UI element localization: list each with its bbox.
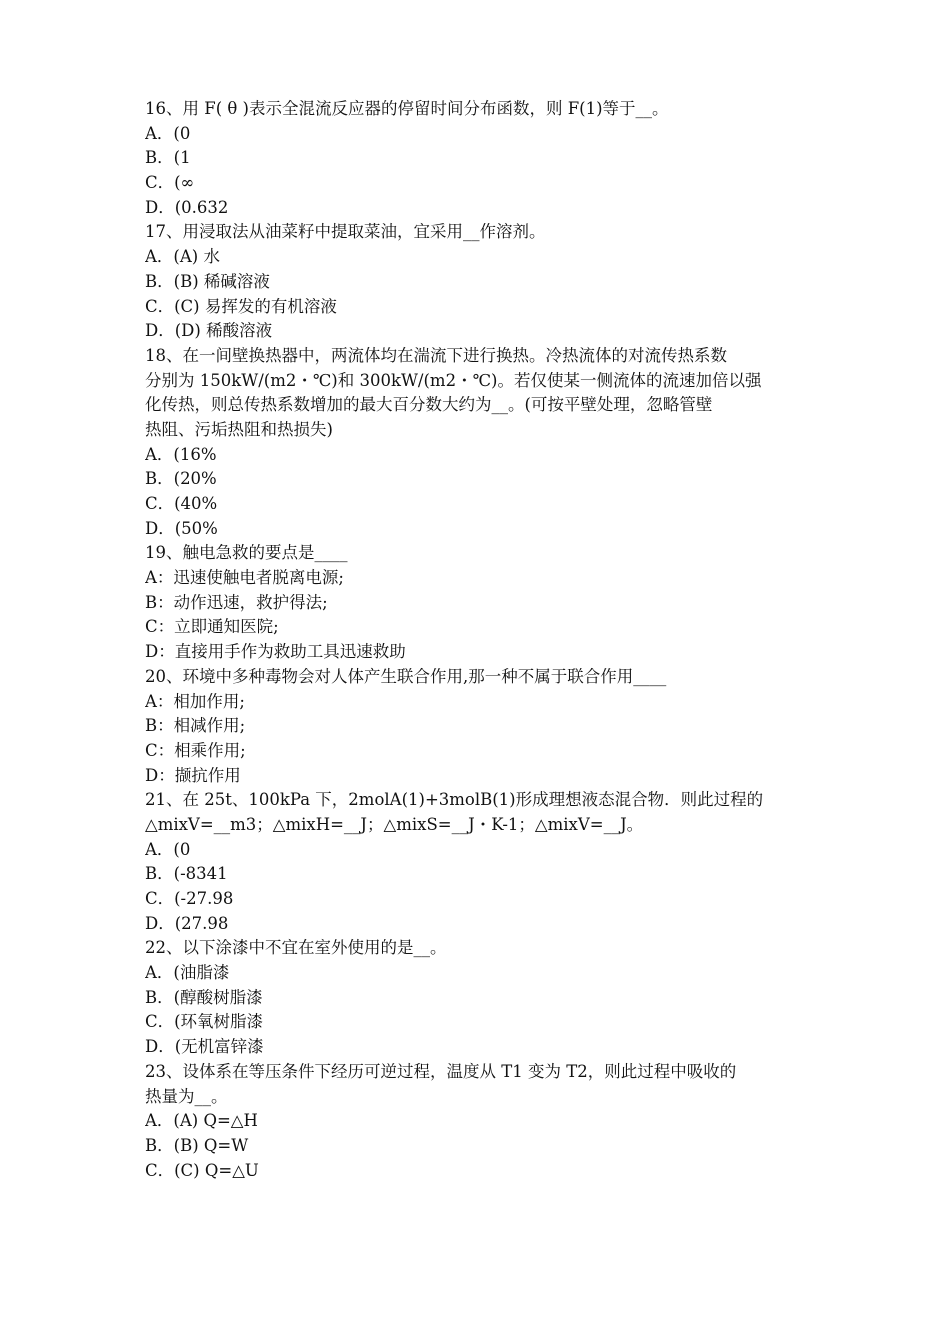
text-line: A．(油脂漆 xyxy=(145,963,230,983)
text-line: 18、在一间壁换热器中，两流体均在湍流下进行换热。冷热流体的对流传热系数 xyxy=(145,345,727,365)
text-line: D．(27.98 xyxy=(145,913,229,933)
text-line: A．(16% xyxy=(145,444,217,464)
text-line: 热阻、污垢热阻和热损失) xyxy=(145,419,333,439)
text-line: B：动作迅速，救护得法; xyxy=(145,592,328,612)
text-line: C．(-27.98 xyxy=(145,889,234,908)
text-line: 22、以下涂漆中不宜在室外使用的是__。 xyxy=(145,938,447,958)
text-line: 17、用浸取法从油菜籽中提取菜油，宜采用__作溶剂。 xyxy=(145,222,546,242)
text-line: 19、触电急救的要点是____ xyxy=(145,543,348,563)
text-line: C．(40% xyxy=(145,494,218,513)
text-line: B．(20% xyxy=(145,469,217,489)
text-line: D：直接用手作为救助工具迅速救助 xyxy=(145,642,406,662)
text-line: C：相乘作用; xyxy=(145,740,246,760)
text-line: A．(0 xyxy=(145,123,191,143)
text-line: A：相加作用; xyxy=(145,691,245,711)
text-line: 21、在 25t、100kPa 下，2molA(1)+3molB(1)形成理想液态混合物．则此过程的 xyxy=(145,790,764,810)
text-line: 热量为__。 xyxy=(145,1086,228,1106)
text-line: B．(B) Q=W xyxy=(145,1135,249,1155)
text-line: C．(C) 易挥发的有机溶液 xyxy=(145,296,337,316)
text-line: A．(A) 水 xyxy=(145,247,220,267)
text-line: D．(D) 稀酸溶液 xyxy=(145,321,273,341)
document-body xyxy=(145,97,810,1183)
text-line: C．(∞ xyxy=(145,173,195,193)
text-line: △mixV=__m3；△mixH=__J；△mixS=__J・K-1；△mixV=__J。 xyxy=(145,814,644,834)
text-line: D．(50% xyxy=(145,518,218,538)
text-line: 分别为 150kW/(m2・℃)和 300kW/(m2・℃)。若仅使某一侧流体的流速加倍以强 xyxy=(145,370,762,390)
text-line: A．(A) Q=△H xyxy=(145,1111,258,1131)
text-line: C．(C) Q=△U xyxy=(145,1160,259,1180)
text-line: 20、环境中多种毒物会对人体产生联合作用,那一种不属于联合作用____ xyxy=(145,666,667,686)
text-line: B：相减作用; xyxy=(145,716,246,736)
text-line: D：撷抗作用 xyxy=(145,765,241,785)
text-line: B．(B) 稀碱溶液 xyxy=(145,271,270,291)
text-line: B．(醇酸树脂漆 xyxy=(145,987,263,1007)
text-line: 化传热，则总传热系数增加的最大百分数大约为__。(可按平壁处理，忽略管壁 xyxy=(145,395,713,415)
text-line: 16、用 F( θ )表示全混流反应器的停留时间分布函数，则 F(1)等于__。 xyxy=(145,99,669,118)
text-line: A．(0 xyxy=(145,839,191,859)
text-line: C．(环氧树脂漆 xyxy=(145,1012,264,1032)
text-line: D．(0.632 xyxy=(145,197,229,217)
text-line: C：立即通知医院; xyxy=(145,617,279,637)
text-line: 23、设体系在等压条件下经历可逆过程，温度从 T1 变为 T2，则此过程中吸收的 xyxy=(145,1061,737,1081)
text-line: A：迅速使触电者脱离电源; xyxy=(145,568,344,588)
text-line: D．(无机富锌漆 xyxy=(145,1037,264,1057)
text-line: B．(1 xyxy=(145,148,191,168)
text-line: B．(-8341 xyxy=(145,864,228,884)
